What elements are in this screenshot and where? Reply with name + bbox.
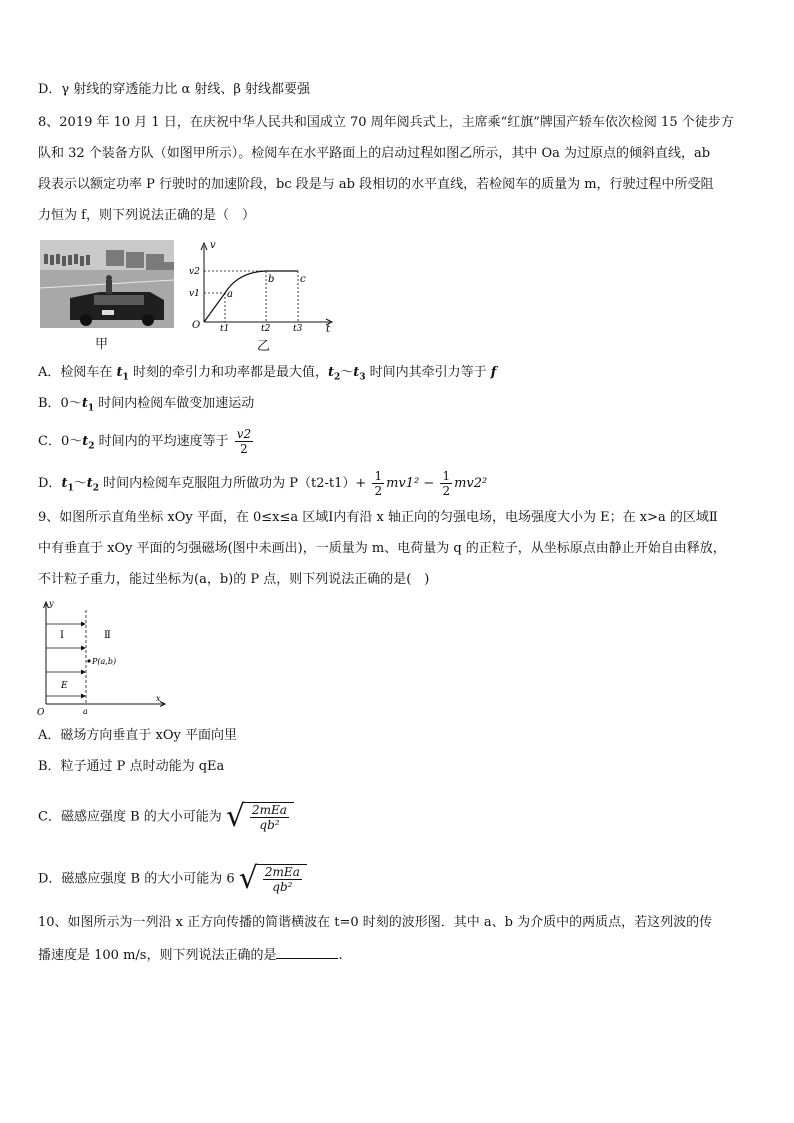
- q9-option-b: B．粒子通过 P 点时动能为 qEa: [38, 759, 225, 774]
- q9-stem-line-1: 9、如图所示直角坐标 xOy 平面，在 0≤x≤a 区域Ⅰ内有沿 x 轴正向的匀强电场，电场强度大小为 E；在 x>a 的区域Ⅱ: [38, 510, 718, 525]
- half-fraction-1: $\frac{1}{2}$: [374, 469, 383, 498]
- parade-photo: [40, 240, 174, 328]
- q9-stem-line-3: 不计粒子重力，能过坐标为(a，b)的 P 点，则下列说法正确的是( ): [38, 572, 430, 587]
- sqrt-expression-d: √ $\frac{\text{2mEa}}{\text{qb²}}$: [239, 864, 307, 894]
- q9-stem-line-2: 中有垂直于 xOy 平面的匀强磁场(图中未画出)，一质量为 m、电荷量为 q 的正粒子，从坐标原点由静止开始自由释放，: [38, 541, 726, 556]
- origin-label: O: [192, 320, 201, 331]
- fig-yi-caption: 乙: [257, 339, 271, 354]
- region-1-label: Ⅰ: [60, 630, 64, 641]
- q9-option-c: C．磁感应强度 B 的大小可能为 √ $\frac{\text{2mEa}}{\text{qb²}}$: [38, 802, 294, 832]
- q8-stem-line-2: 队和 32 个装备方队（如图甲所示）。检阅车在水平路面上的启动过程如图乙所示，其中 Oa 为过原点的倾斜直线，ab: [38, 146, 711, 161]
- origin-label: O: [37, 708, 45, 718]
- t2-label: t2: [261, 324, 271, 332]
- q8-option-b: B．$0\sim t_1$ 时间内检阅车做变加速运动: [38, 396, 255, 414]
- t-axis-label: t: [326, 324, 331, 332]
- y-axis-label: y: [49, 599, 54, 608]
- vt-graph: [186, 240, 336, 332]
- parade-photo-illustration: [40, 240, 174, 328]
- sqrt-expression-c: √ $\frac{\text{2mEa}}{\text{qb²}}$: [226, 802, 294, 832]
- q8-option-a: A．检阅车在 $t_1$ 时刻的牵引力和功率都是最大值，$t_2\sim t_3$ 时间内其牵引力等于 f: [38, 365, 497, 383]
- a-label: a: [83, 707, 88, 716]
- e-label: E: [61, 681, 68, 691]
- fig-jia-caption: 甲: [95, 337, 109, 352]
- q8-option-d: D．$t_1\sim t_2$ 时间内检阅车克服阻力所做功为 P（t2-t1）+ $\frac{1}{2}$ mv1² − $\frac{1}{2}$ mv2²: [38, 469, 488, 498]
- answer-blank[interactable]: [276, 944, 338, 959]
- point-c-label: c: [300, 274, 306, 285]
- v1-label: v1: [189, 289, 200, 299]
- v-axis-label: v: [210, 240, 216, 251]
- q8-stem-line-1: 8、2019 年 10 月 1 日，在庆祝中华人民共和国成立 70 周年阅兵式上，主席乘“红旗”牌国产轿车依次检阅 15 个徒步方: [38, 115, 734, 130]
- region-2-label: Ⅱ: [104, 630, 111, 641]
- point-a-label: a: [227, 289, 233, 300]
- q9-option-a: A．磁场方向垂直于 xOy 平面向里: [38, 728, 237, 743]
- v2-label: v2: [189, 267, 200, 277]
- q10-stem-line-2: 播速度是 100 m/s，则下列说法正确的是 .: [38, 944, 343, 967]
- half-fraction-2: $\frac{1}{2}$: [442, 469, 451, 498]
- field-diagram: [36, 598, 170, 718]
- t3-label: t3: [293, 324, 303, 332]
- q8-stem-line-3: 段表示以额定功率 P 行驶时的加速阶段，bc 段是与 ab 段相切的水平直线，若检阅车的质量为 m，行驶过程中所受阻: [38, 177, 714, 192]
- q8-option-c: C．$0\sim t_2$ 时间内的平均速度等于 $\frac{v2}{2}$: [38, 427, 252, 456]
- x-axis-label: x: [156, 694, 161, 703]
- q8-stem-line-4: 力恒为 f，则下列说法正确的是（ ）: [38, 208, 255, 223]
- average-velocity-fraction: $\frac{v2}{2}$: [236, 427, 252, 456]
- p-label: P(a,b): [92, 657, 117, 666]
- q7-option-d: D．γ 射线的穿透能力比 α 射线、β 射线都要强: [38, 82, 311, 97]
- q10-stem-line-1: 10、如图所示为一列沿 x 正方向传播的简谐横波在 t=0 时刻的波形图．其中 a、b 为介质中的两质点，若这列波的传: [38, 915, 713, 930]
- q9-option-d: D．磁感应强度 B 的大小可能为 6 √ $\frac{\text{2mEa}}{\text{qb²}}$: [38, 864, 307, 894]
- point-p: [87, 659, 90, 662]
- t1-label: t1: [220, 324, 230, 332]
- segment-oa: [204, 293, 225, 322]
- point-b-label: b: [268, 274, 275, 285]
